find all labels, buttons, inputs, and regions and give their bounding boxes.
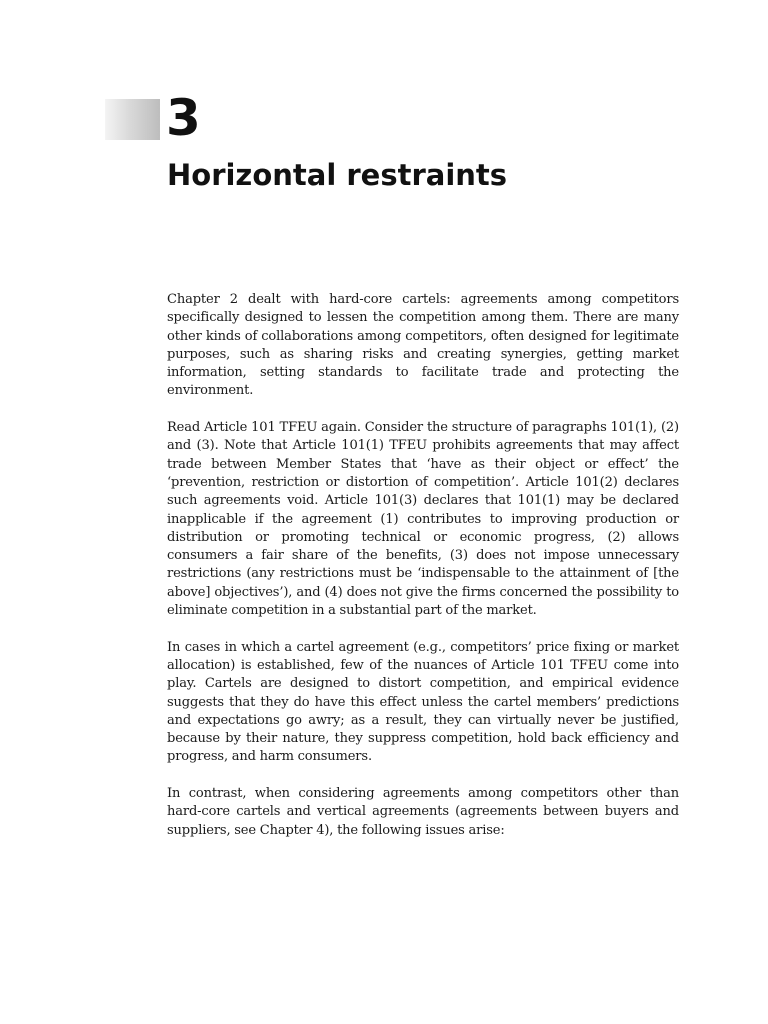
chapter-title: Horizontal restraints bbox=[167, 158, 508, 192]
paragraph: In cases in which a cartel agreement (e.g., competitors’ price fixing or market allocation) is established, few of the nuances of Article 101 TFEU come into play. Cartels are designed to distort competition, and empirical evidence suggests that they do have this effect unless the cartel members’ predictions and expectations go awry; as a result, they can virtually never be justified, because by their nature, they suppress competition, hold back efficiency and progress, and harm consumers. bbox=[167, 639, 679, 765]
paragraph: In contrast, when considering agreements among competitors other than hard-core cartels and vertical agreements (agreements between buyers and suppliers, see Chapter 4), the following issues arise: bbox=[167, 786, 679, 838]
paragraph: Read Article 101 TFEU again. Consider the structure of paragraphs 101(1), (2) and (3). Note that Article 101(1) TFEU prohibits agreements that may affect trade between Member States that ‘have as their object or effect’ the ‘prevention, restriction or distortion of competition’. Article 101(2) declares such agreements void. Article 101(3) declares that 101(1) may be declared inapplicable if the agreement (1) contributes to improving production or distribution or promoting technical or economic progress, (2) allows consumers a fair share of the benefits, (3) does not impose unnecessary restrictions (any restrictions must be ‘indispensable to the attainment of [the above] objectives’), and (4) does not give the firms concerned the possibility to eliminate competition in a substantial part of the market. bbox=[167, 420, 679, 619]
chapter-marker-block bbox=[105, 99, 160, 140]
chapter-number: 3 bbox=[166, 89, 201, 147]
chapter-body bbox=[167, 291, 679, 858]
paragraph: Chapter 2 dealt with hard-core cartels: agreements among competitors specifically designed to lessen the competition among them. There are many other kinds of collaborations among competitors, often designed for legitimate purposes, such as sharing risks and creating synergies, getting market information, setting standards to facilitate trade and protecting the environment. bbox=[167, 292, 679, 399]
